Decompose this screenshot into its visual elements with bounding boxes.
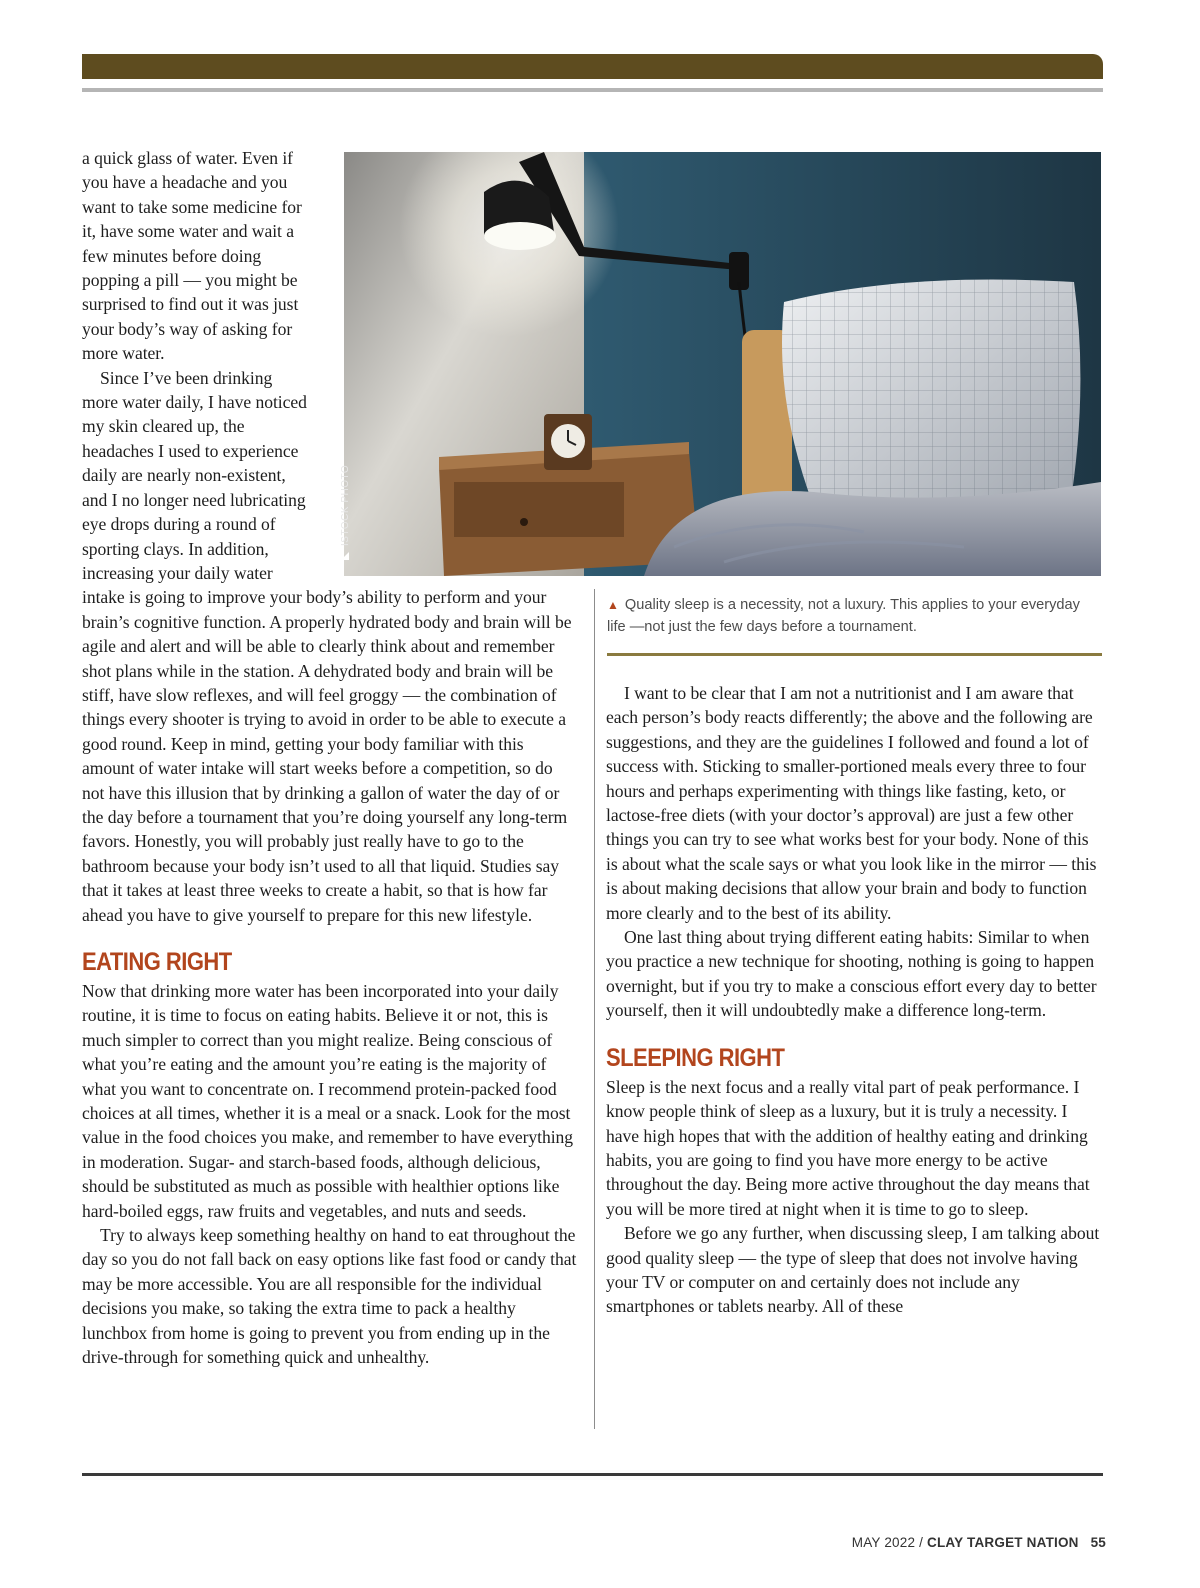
photo-wrap-space: [308, 146, 578, 583]
issue-date: MAY 2022 /: [851, 1535, 924, 1550]
paragraph: Try to always keep something healthy on hand to eat throughout the day so you do not fall back on easy options like fast food or candy that may be more accessible. You are all responsible for the individual decisions you make, so taking the extra time to pack a healthy lunchbox from home is going to prevent you from ending up in the drive-through for something quick and unhealthy.: [82, 1225, 577, 1368]
photo-caption-text: Quality sleep is a necessity, not a luxury. This applies to your everyday life —not just the few days before a tournament.: [607, 597, 1080, 635]
paragraph: a quick glass of water. Even if you have a headache and you want to take some medicine for it, have some water and wait a few minutes before doing popping a pill — you might be surprised to find out it was just your body’s way of asking for more water.: [82, 148, 302, 364]
page-number: 55: [1090, 1535, 1106, 1550]
section-heading-eating-right: EATING RIGHT: [82, 948, 232, 976]
photo-caption: [607, 594, 1102, 638]
article-column-left: [82, 146, 578, 1370]
page-footer: [852, 1535, 1106, 1550]
magazine-name: CLAY TARGET NATION: [927, 1535, 1079, 1550]
header-rule: [82, 88, 1103, 92]
caption-rule: [607, 653, 1102, 656]
column-divider: [594, 589, 595, 1429]
section-heading-sleeping-right: SLEEPING RIGHT: [606, 1043, 785, 1072]
caption-triangle-icon: ▲: [607, 598, 619, 612]
paragraph: Sleep is the next focus and a really vital part of peak performance. I know people think of sleep as a luxury, but it is truly a necessity. I have high hopes that with the addition of healthy eating and drinking habits, you are going to find you have more energy to be active throughout the day. Being more active throughout the day means that you will be more tired at night when it is time to go to sleep.: [606, 1076, 1090, 1219]
header-bar: [82, 54, 1103, 79]
paragraph: Since I’ve been drinking more water daily, I have noticed my skin cleared up, the headaches I used to experience daily are nearly non-existent, and I no longer need lubricating eye drops during a round of sporting clays. In addition, increasing your daily water intake is going to improve your body’s ability to perform and your brain’s cognitive function. A properly hydrated body and brain will be agile and alert and will be able to clearly think about and remember shot plans while in the station. A dehydrated body and brain will be stiff, have slow reflexes, and will feel groggy — the combination of things every shooter is trying to avoid in order to be able to execute a good round. Keep in mind, getting your body familiar with this amount of water intake will start weeks before a competition, so do not have this illusion that by drinking a gallon of water the day of or the day before a tournament that you’re doing yourself any long-term favors. Honestly, you will probably just really have to go to the bathroom because your body isn’t used to all that liquid. Studies say that it takes at least three weeks to create a habit, so that is how far ahead you have to give yourself to prepare for this new lifestyle.: [82, 367, 572, 925]
article-column-right: [606, 681, 1104, 1319]
footer-rule: [82, 1473, 1103, 1476]
paragraph: Now that drinking more water has been incorporated into your daily routine, it is time to focus on eating habits. Believe it or not, this is much simpler to correct than you might realize. Being conscious of what you’re eating and the amount you’re eating is the majority of what you want to concentrate on. I recommend protein-packed food choices at all times, whether it is a meal or a snack. Look for the most value in the food choices you make, and remember to have everything in moderation. Sugar- and starch-based foods, although delicious, should be substituted as much as possible with healthier options like hard-boiled eggs, raw fruits and vegetables, and nuts and seeds.: [82, 981, 574, 1221]
paragraph: I want to be clear that I am not a nutritionist and I am aware that each person’s body reacts differently; the above and the following are suggestions, and they are the guidelines I followed and found a lot of success with. Sticking to smaller-portioned meals every three to four hours and perhaps experimenting with things like fasting, keto, or lactose-free diets (with your doctor’s approval) are just a few other things you can try to see what works best for your body. None of this is about what the scale says or what you look like in the mirror — this is about making decisions that allow your brain and body to function more clearly and to the best of its ability.: [606, 683, 1097, 923]
photo-credit-text: ISTOCK PHOTO: [340, 464, 351, 546]
paragraph: One last thing about trying different eating habits: Similar to when you practice a new technique for shooting, nothing is going to happen overnight, but if you try to make a conscious effort every day to better yourself, then it will undoubtedly make a difference long-term.: [606, 927, 1097, 1021]
paragraph: Before we go any further, when discussing sleep, I am talking about good quality sleep — the type of sleep that does not involve having your TV or computer on and certainly does not include any smartphones or tablets nearby. All of these: [606, 1223, 1100, 1317]
